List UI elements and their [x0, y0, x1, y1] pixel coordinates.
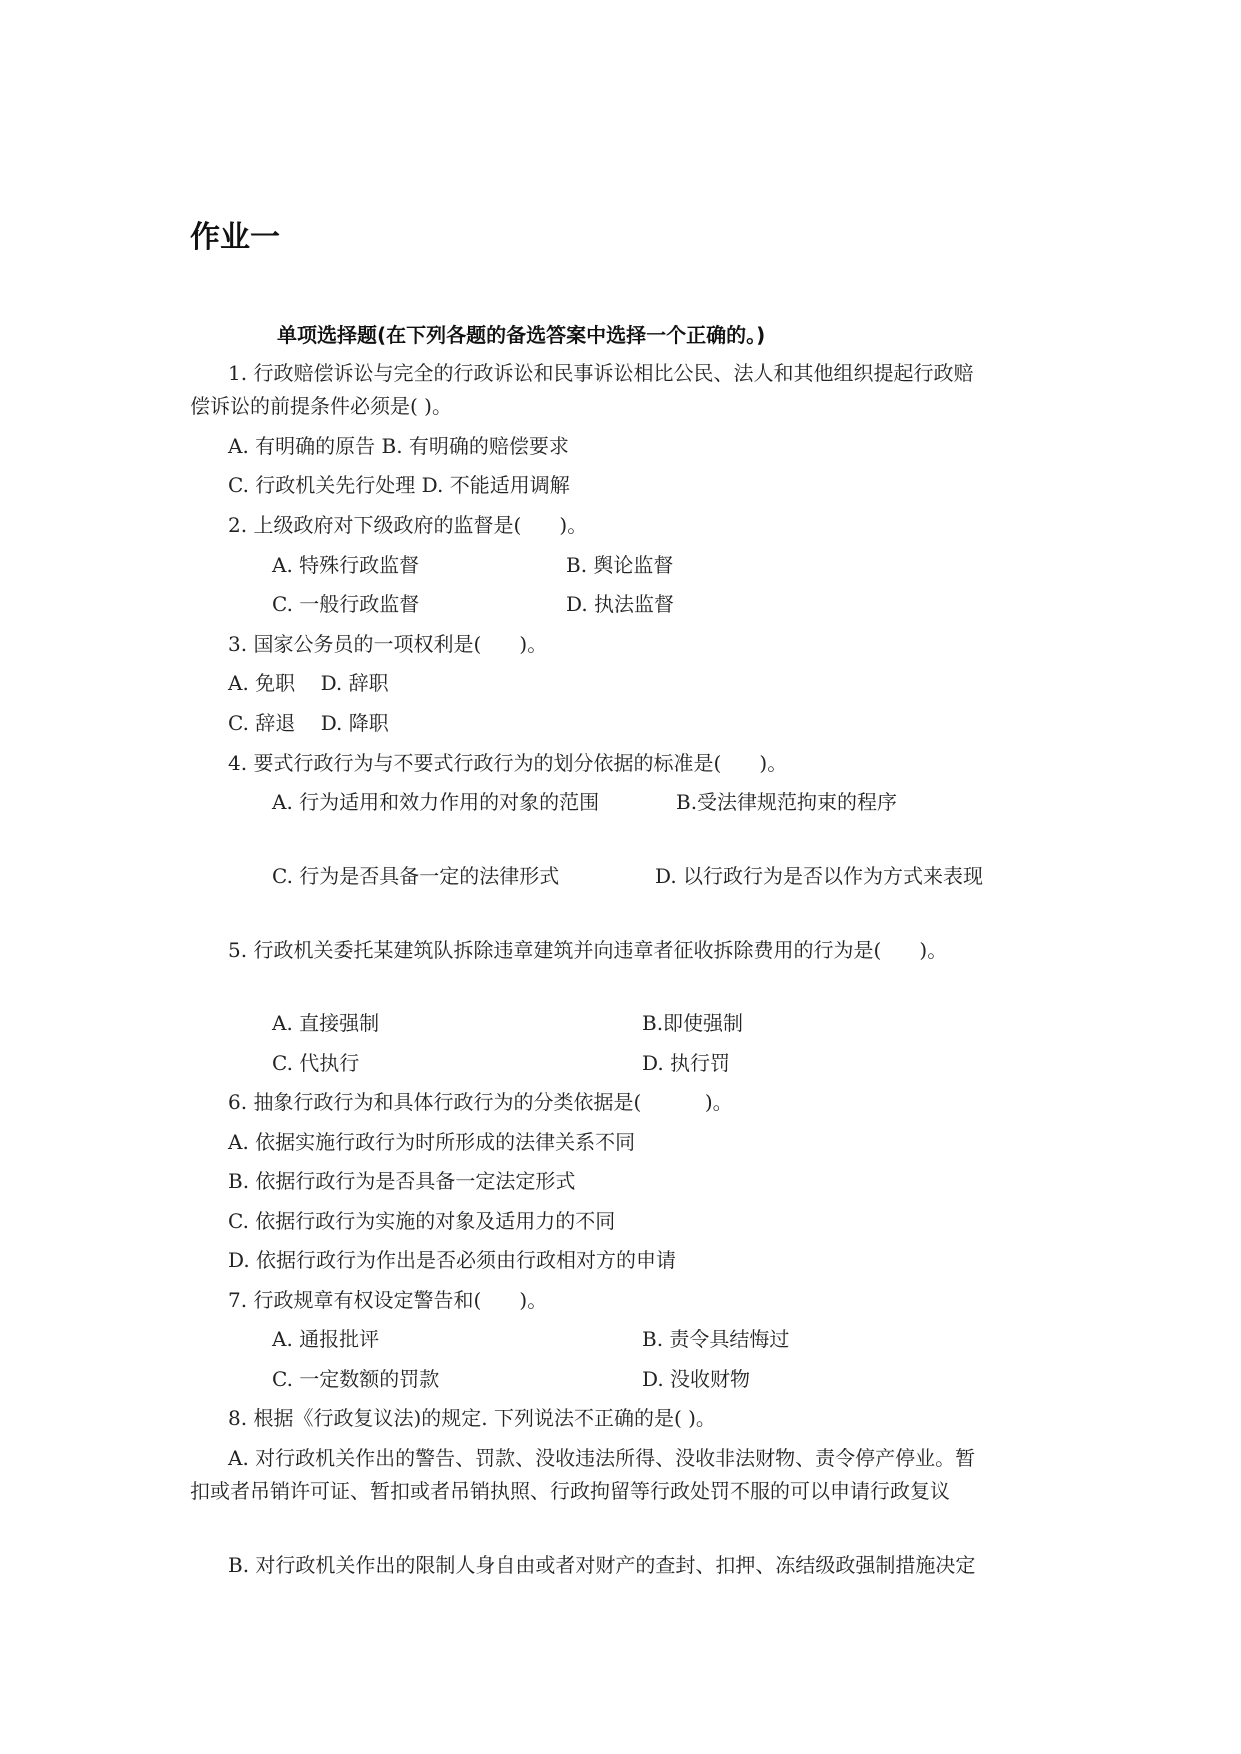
q4-option-c: C. 行为是否具备一定的法律形式	[272, 864, 560, 888]
q3-options-line2: C. 辞退 D. 降职	[228, 711, 389, 735]
q2-option-a: A. 特殊行政监督	[272, 553, 420, 577]
q6-option-c: C. 依据行政行为实施的对象及适用力的不同	[228, 1209, 616, 1233]
q7-option-c: C. 一定数额的罚款	[272, 1367, 440, 1391]
q4-stem: 4. 要式行政行为与不要式行政行为的划分依据的标准是( )。	[228, 751, 788, 775]
q8-option-a-line2: 扣或者吊销许可证、暂扣或者吊销执照、行政拘留等行政处罚不服的可以申请行政复议	[190, 1479, 950, 1503]
q3-options-line1: A. 免职 D. 辞职	[228, 671, 389, 695]
q7-option-a: A. 通报批评	[272, 1327, 380, 1351]
q2-stem: 2. 上级政府对下级政府的监督是( )。	[228, 513, 588, 537]
q2-option-c: C. 一般行政监督	[272, 592, 420, 616]
q7-option-b: B. 责令具结悔过	[642, 1327, 790, 1351]
q5-option-d: D. 执行罚	[642, 1051, 731, 1075]
q4-option-d: D. 以行政行为是否以作为方式来表现	[655, 864, 984, 888]
q5-option-c: C. 代执行	[272, 1051, 360, 1075]
q8-option-b-line1: B. 对行政机关作出的限制人身自由或者对财产的查封、扣押、冻结级政强制措施决定	[228, 1553, 976, 1577]
page-title: 作业一	[190, 220, 280, 255]
q6-option-a: A. 依据实施行政行为时所形成的法律关系不同	[228, 1130, 636, 1154]
q6-stem: 6. 抽象行政行为和具体行政行为的分类依据是( )。	[228, 1090, 733, 1114]
section-heading: 单项选择题(在下列各题的备选答案中选择一个正确的。)	[277, 323, 766, 347]
q8-stem: 8. 根据《行政复议法)的规定. 下列说法不正确的是( )。	[228, 1406, 716, 1430]
q7-option-d: D. 没收财物	[642, 1367, 751, 1391]
q1-options-line2: C. 行政机关先行处理 D. 不能适用调解	[228, 473, 570, 497]
q3-stem: 3. 国家公务员的一项权利是( )。	[228, 632, 548, 656]
q2-option-b: B. 舆论监督	[566, 553, 674, 577]
q4-option-a: A. 行为适用和效力作用的对象的范围	[272, 790, 600, 814]
q1-stem-line2: 偿诉讼的前提条件必须是( )。	[190, 394, 452, 418]
q1-options-line1: A. 有明确的原告 B. 有明确的赔偿要求	[228, 434, 569, 458]
q4-option-b: B.受法律规范拘束的程序	[676, 790, 898, 814]
q1-stem-line1: 1. 行政赔偿诉讼与完全的行政诉讼和民事诉讼相比公民、法人和其他组织提起行政赔	[228, 361, 974, 385]
q5-option-b: B.即使强制	[642, 1011, 744, 1035]
q8-option-a-line1: A. 对行政机关作出的警告、罚款、没收违法所得、没收非法财物、责令停产停业。暂	[228, 1446, 976, 1470]
q6-option-d: D. 依据行政行为作出是否必须由行政相对方的申请	[228, 1248, 677, 1272]
q5-option-a: A. 直接强制	[272, 1011, 380, 1035]
q6-option-b: B. 依据行政行为是否具备一定法定形式	[228, 1169, 576, 1193]
q2-option-d: D. 执法监督	[566, 592, 675, 616]
q7-stem: 7. 行政规章有权设定警告和( )。	[228, 1288, 548, 1312]
q5-stem: 5. 行政机关委托某建筑队拆除违章建筑并向违章者征收拆除费用的行为是( )。	[228, 938, 948, 962]
